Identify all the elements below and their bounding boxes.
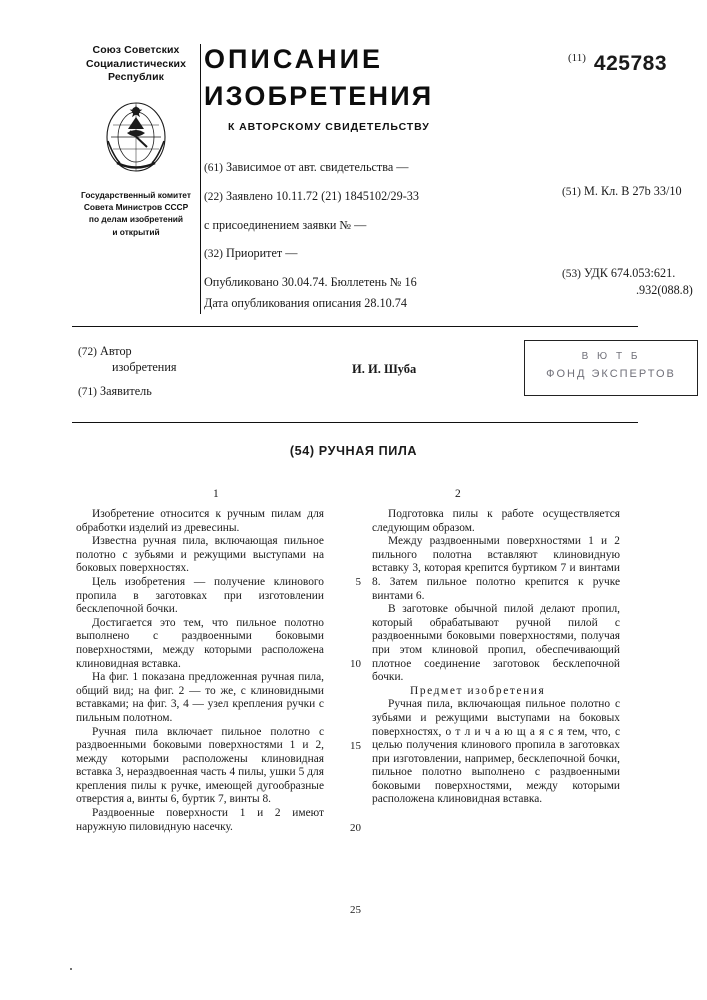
paragraph: Известна ручная пила, включающая пильное полотно с зубьями и режущими выступами на боковых поверхностях.: [76, 535, 324, 575]
committee-line-4: и открытий: [112, 226, 160, 237]
field-text-32: Приоритет —: [226, 246, 298, 260]
author-label-second: изобретения: [112, 360, 177, 374]
field-row-22: [204, 189, 534, 205]
field-tag-22: (22): [204, 191, 223, 203]
field-row-addition: [204, 218, 534, 233]
line-number-10: 10: [350, 658, 361, 670]
header-divider: [200, 44, 201, 314]
document-title-main: ОПИСАНИЕ: [204, 44, 384, 74]
field-text-addition: с присоединением заявки № —: [204, 218, 367, 232]
document-number-block: [568, 52, 707, 76]
claims-heading: Предмет изобретения: [410, 684, 546, 697]
document-number: 425783: [593, 52, 667, 75]
udk-value: УДК 674.053:621.: [584, 266, 676, 280]
bibliographic-fields: [204, 160, 534, 303]
page-mark: [70, 968, 72, 970]
column-number-2: 2: [455, 488, 461, 500]
author-tag: (72): [78, 346, 97, 358]
field-text-61: Зависимое от авт. свидетельства —: [226, 160, 409, 174]
author-name: И. И. Шуба: [352, 362, 417, 376]
paragraph: Достигается это тем, что пильное полотно выполнено с раздвоенными боковыми поверхностями, между которыми расположена клиновидная вставка.: [76, 616, 324, 670]
invention-title-tag: (54): [289, 444, 315, 458]
classification-tag: (51): [562, 186, 581, 198]
author-tag-row: [78, 344, 132, 359]
document-subtitle: К АВТОРСКОМУ СВИДЕТЕЛЬСТВУ: [228, 121, 430, 133]
udk-block: [562, 266, 707, 298]
committee-line-2: Совета Министров СССР: [83, 201, 189, 212]
applicant-label: Заявитель: [100, 384, 152, 398]
author-label: Автор: [100, 344, 132, 358]
paragraph: Между раздвоенными поверхностями 1 и 2 пильного полотна вставляют клиновидную вставку 3, которая крепится буртиком 7 и винтами 8. Затем пильное полотно крепится к ручке винтами 6.: [372, 535, 620, 602]
union-line-2: Социалистических: [85, 57, 187, 70]
archive-stamp-line-1: В Ю Т Б: [581, 351, 641, 362]
publication-date: Дата опубликования описания 28.10.74: [204, 296, 407, 310]
field-tag-61: (61): [204, 162, 223, 174]
paragraph: В заготовке обычной пилой делают пропил, который обрабатывают ручной пилой с раздвоенными боковыми поверхностями, получая при этом клиновой пропил, обеспечивающий плотное соединение заготовок бесклепочной бочки.: [372, 603, 620, 684]
document-title-second: ИЗОБРЕТЕНИЯ: [204, 81, 434, 111]
committee-line-3: по делам изобретений: [88, 214, 184, 225]
rule-top: [72, 326, 638, 327]
committee-block: [72, 189, 200, 239]
field-tag-32: (32): [204, 248, 223, 260]
classification-value: М. Кл. B 27b 33/10: [584, 184, 682, 198]
soviet-emblem-icon: [103, 97, 169, 175]
author-block: [72, 340, 676, 418]
paragraph: Изобретение относится к ручным пилам для обработки изделий из древесины.: [76, 508, 324, 534]
applicant-row: [78, 384, 152, 399]
paragraph: На фиг. 1 показана предложенная ручная пила, общий вид; на фиг. 2 — то же, с клиновидными вставками; на фиг. 3, 4 — узел крепления ручки с пильным полотном.: [76, 671, 324, 724]
line-number-5: 5: [355, 576, 361, 588]
line-number-15: 15: [350, 740, 361, 752]
document-number-tag: (11): [568, 52, 586, 64]
invention-title-row: [0, 444, 707, 458]
line-number-20: 20: [350, 822, 361, 834]
column-number-1: 1: [213, 488, 219, 500]
archive-stamp-line-2: ФОНД ЭКСПЕРТОВ: [546, 368, 676, 380]
paragraph: Ручная пила включает пильное полотно с раздвоенными боковыми поверхностями 1 и 2, между которыми расположены клиновидная вставка 3, нераздвоенная часть 4 пилы, ушки 5 для крепления пилы к ручке, имеющей дугообразные отверстия а, винты 6, буртик 7, винты 8.: [76, 725, 324, 806]
paragraph: Раздвоенные поверхности 1 и 2 имеют наружную пиловидную насечку.: [76, 807, 324, 833]
field-text-published: Опубликовано 30.04.74. Бюллетень № 16: [204, 275, 417, 289]
document-header: [72, 44, 693, 314]
paragraph: Подготовка пилы к работе осуществляется следующим образом.: [372, 508, 620, 534]
author-label-row-2: [112, 360, 176, 375]
union-line-1: Союз Советских: [92, 44, 180, 56]
committee-line-1: Государственный комитет: [81, 189, 191, 200]
invention-title: РУЧНАЯ ПИЛА: [318, 444, 418, 458]
line-number-25: 25: [350, 904, 361, 916]
issuing-authority-block: [72, 44, 200, 238]
applicant-tag: (71): [78, 386, 97, 398]
classification-block: [562, 184, 707, 199]
udk-value-second: .932(088.8): [636, 283, 693, 297]
archive-stamp: [524, 340, 698, 396]
paragraph: Цель изобретения — получение клинового пропила в заготовках при изготовлении бесклепочной бочки.: [76, 575, 324, 616]
field-row-published: [204, 275, 534, 290]
rule-bottom: [72, 422, 638, 423]
field-text-22: Заявлено 10.11.72 (21) 1845102/29-33: [226, 189, 419, 203]
claim-item: Ручная пила, включающая пильное полотно с зубьями и режущими выступами на боковых поверхностях, о т л и ч а ю щ а я с я тем, что, с целью получения клинового пропила в заготовках при изготовлении, например, бесклепочной бочки, пильное полотно выполнено с раздвоенными боковыми поверхностями, между которыми расположена клиновидная вставка.: [372, 698, 620, 806]
udk-tag: (53): [562, 268, 581, 280]
body-column-right: [372, 508, 620, 807]
field-row-32: [204, 246, 534, 262]
body-column-left: [76, 508, 324, 834]
field-row-61: [204, 160, 534, 176]
union-line-3: Республик: [108, 71, 164, 83]
